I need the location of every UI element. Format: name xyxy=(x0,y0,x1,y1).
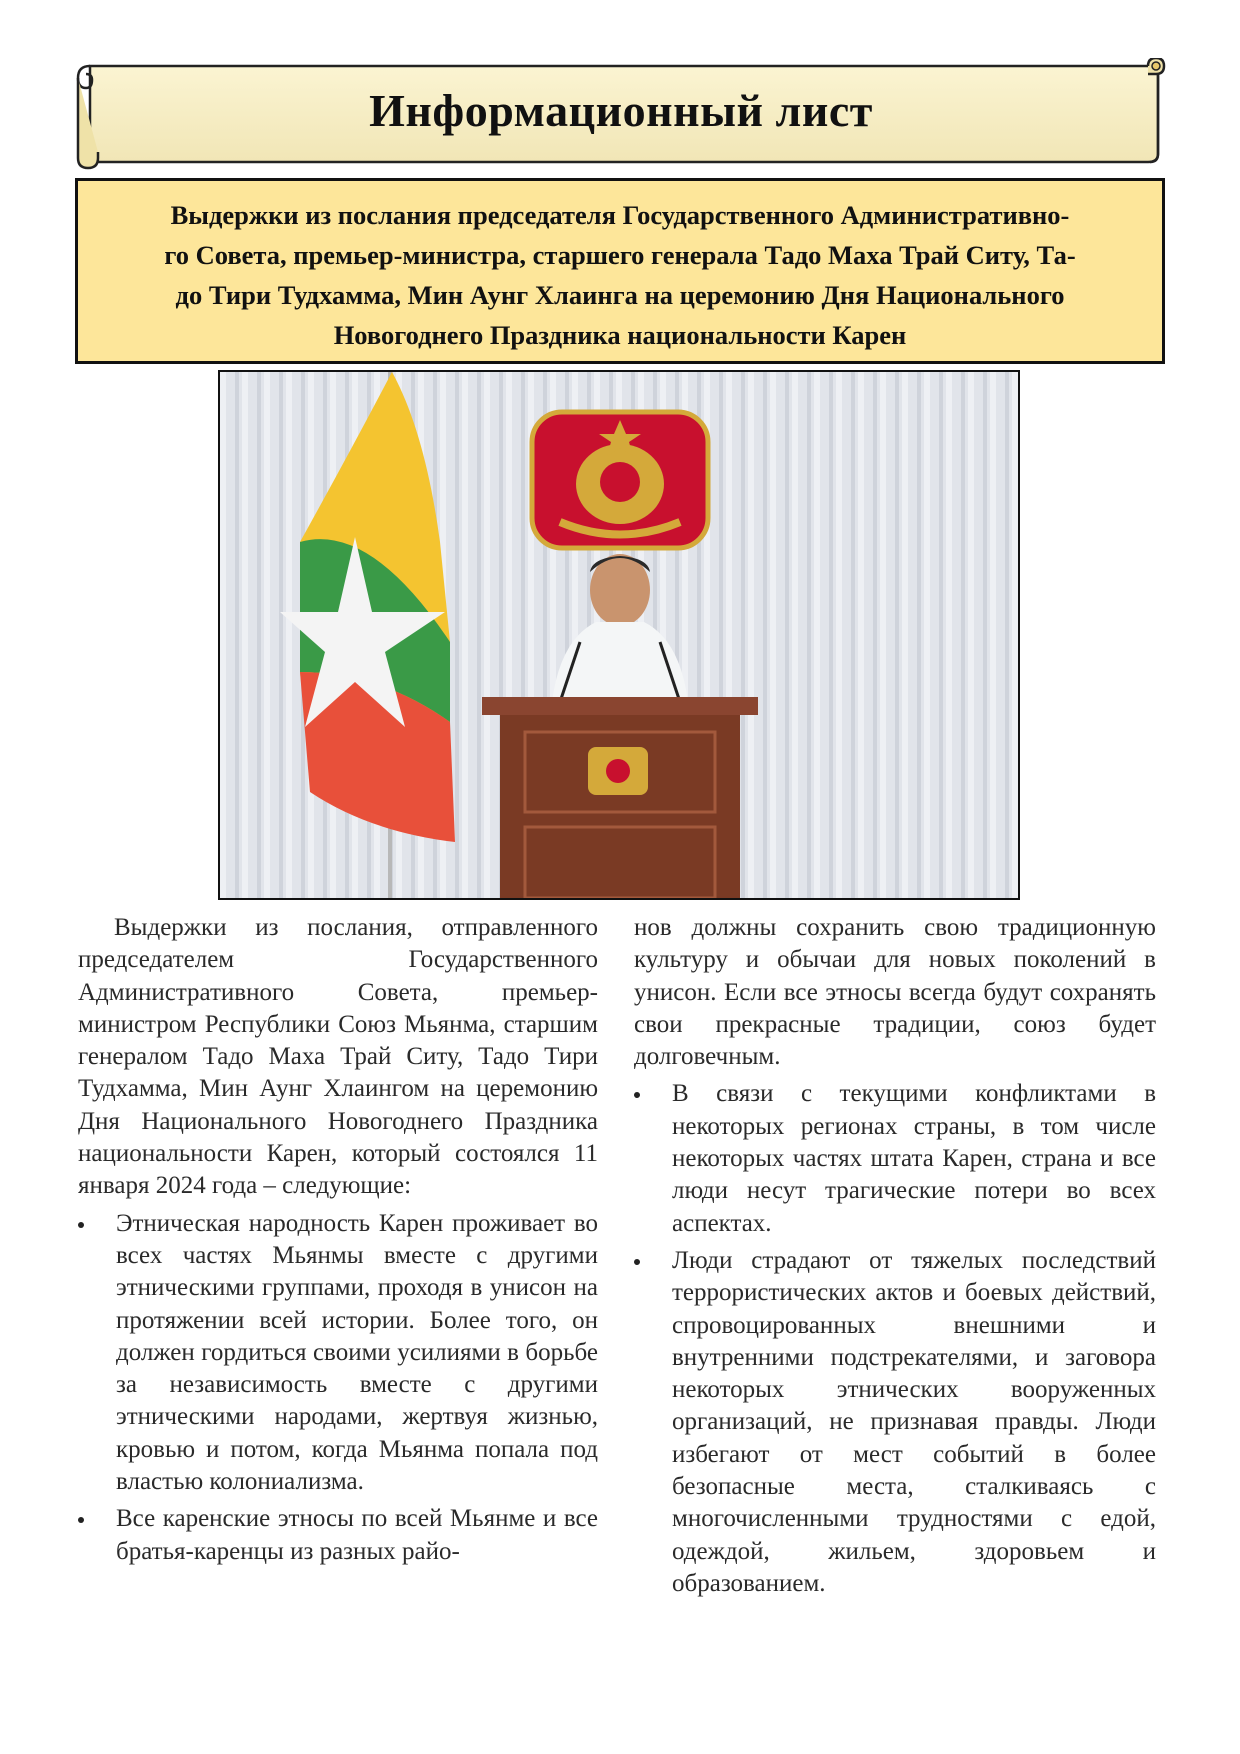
subtitle-line: го Совета, премьер-министра, старшего генерала Тадо Маха Трай Ситу, Та- xyxy=(164,240,1076,270)
bullet-icon xyxy=(78,1222,84,1228)
subtitle-line: Новогоднего Праздника национальности Карен xyxy=(333,320,907,350)
continuation-paragraph: нов должны сохранить свою традиционную культуру и обычаи для новых поколений в унисон. Если все этносы всегда будут сохранять свои прекрасные традиции, союз будет долговечным. xyxy=(634,914,1156,1071)
right-column xyxy=(634,912,1156,1600)
title-banner xyxy=(76,58,1166,170)
bullet-text: В связи с текущими конфликтами в некоторых регионах страны, в том числе некоторых частях штата Карен, страна и все люди несут трагические потери во всех аспектах. xyxy=(672,1080,1156,1237)
bullet-text: Этническая народность Карен проживает во всех частях Мьянмы вместе с другими этническими группами, проходя в унисон на протяжении всей истории. Более того, он должен гордиться своими усилиями в борьбе за независимость вместе с другими этническими народами, жертвуя жизнью, кровью и потом, когда Мьянма попала под властью колониализма. xyxy=(116,1209,598,1496)
list-item xyxy=(634,1245,1156,1600)
intro-paragraph: Выдержки из послания, отправленного председателем Государственного Административного Совета, премьер-министром Республики Союз Мьянма, старшим генералом Тадо Маха Трай Ситу, Тадо Тири Тудхамма, Мин Аунг Хлаингом на церемонию Дня Национального Новогоднего Праздника национальности Карен, который состоялся 11 января 2024 года – следующие: xyxy=(78,914,598,1200)
list-item xyxy=(634,1078,1156,1239)
bullet-icon xyxy=(78,1517,84,1523)
speaker-photo xyxy=(218,370,1020,900)
subtitle-line: Выдержки из послания председателя Государственного Административно- xyxy=(170,200,1070,230)
bullet-icon xyxy=(634,1092,640,1098)
left-column xyxy=(78,912,598,1568)
bullet-text: Люди страдают от тяжелых последствий террористических актов и боевых действий, спровоцированных внешними и внутренними подстрекателями, и заговора некоторых этнических вооруженных организаций, не признавая правды. Люди избегают от мест событий в более безопасные места, сталкиваясь с многочисленными трудностями с едой, одеждой, жильем, здоровьем и образованием. xyxy=(672,1246,1156,1597)
subtitle-line: до Тири Тудхамма, Мин Аунг Хлаинга на церемонию Дня Национального xyxy=(175,280,1065,310)
speaker-at-podium-photo-icon xyxy=(220,372,1018,898)
list-item xyxy=(78,1208,598,1499)
list-item xyxy=(78,1503,598,1568)
bullet-text: Все каренские этносы по всей Мьянме и все братья-каренцы из разных райо- xyxy=(116,1505,598,1565)
bullet-icon xyxy=(634,1259,640,1265)
subtitle-box xyxy=(75,178,1165,364)
page-title: Информационный лист xyxy=(369,85,873,136)
